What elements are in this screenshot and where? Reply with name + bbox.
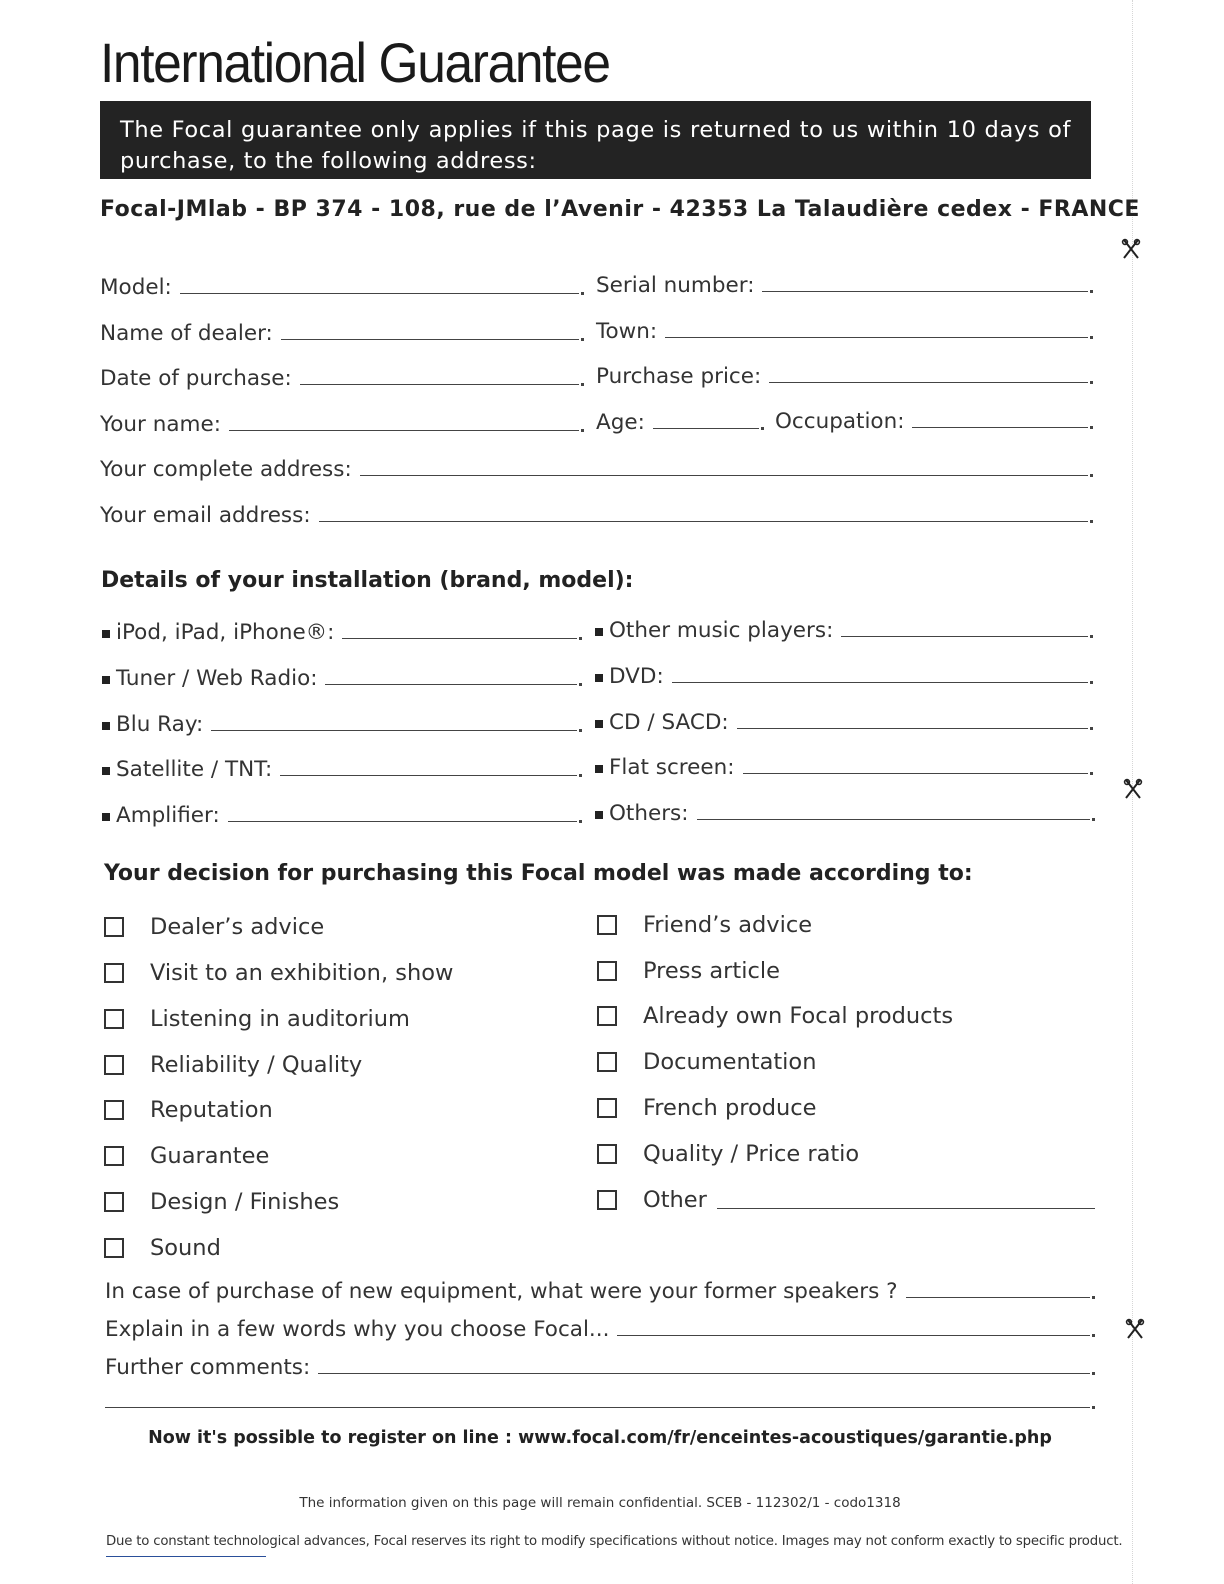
checkbox-icon[interactable] xyxy=(104,963,124,983)
why-focal-label: Explain in a few words why you choose Focal... xyxy=(105,1317,610,1342)
email-address-field[interactable] xyxy=(100,498,1093,528)
complete-address-label: Your complete address: xyxy=(100,457,352,482)
design-label: Design / Finishes xyxy=(150,1189,340,1215)
press-article-label: Press article xyxy=(643,958,780,984)
your-name-field[interactable] xyxy=(100,407,584,437)
scissors-icon xyxy=(1124,1318,1146,1340)
further-comments-input-line[interactable] xyxy=(318,1372,1090,1374)
tuner-field[interactable] xyxy=(102,661,582,691)
model-label: Model: xyxy=(100,275,172,300)
complete-address-input-line[interactable] xyxy=(360,474,1088,476)
ipod-field[interactable] xyxy=(102,615,582,645)
bluray-field[interactable] xyxy=(102,707,582,737)
bullet-icon xyxy=(595,628,603,636)
flat-screen-field[interactable] xyxy=(595,750,1093,780)
checkbox-design[interactable] xyxy=(104,1187,339,1217)
bullet-icon xyxy=(595,811,603,819)
guarantee-label: Guarantee xyxy=(150,1143,270,1169)
bullet-icon xyxy=(102,767,110,775)
dealers-advice-label: Dealer’s advice xyxy=(150,914,325,940)
checkbox-icon[interactable] xyxy=(597,1144,617,1164)
town-label: Town: xyxy=(596,319,658,344)
dvd-input-line[interactable] xyxy=(672,681,1088,683)
checkbox-icon[interactable] xyxy=(104,917,124,937)
register-online-link[interactable]: Now it's possible to register on line : www.focal.com/fr/enceintes-acoustiques/garantie.php xyxy=(148,1428,1052,1448)
bullet-icon xyxy=(102,676,110,684)
cd-sacd-input-line[interactable] xyxy=(737,727,1088,729)
further-comments-extra-line[interactable] xyxy=(105,1384,1095,1414)
your-name-label: Your name: xyxy=(100,412,221,437)
checkbox-icon[interactable] xyxy=(597,1098,617,1118)
age-label: Age: xyxy=(596,410,645,435)
tuner-label: Tuner / Web Radio: xyxy=(116,666,318,691)
former-speakers-input-line[interactable] xyxy=(906,1296,1090,1298)
others-field[interactable] xyxy=(595,796,1095,826)
occupation-label: Occupation: xyxy=(775,409,905,434)
checkbox-icon[interactable] xyxy=(104,1055,124,1075)
bluray-label: Blu Ray: xyxy=(116,712,204,737)
occupation-field[interactable] xyxy=(775,404,1093,434)
why-focal-input-line[interactable] xyxy=(617,1334,1090,1336)
checkbox-icon[interactable] xyxy=(104,1009,124,1029)
other-music-players-input-line[interactable] xyxy=(841,635,1088,637)
serial-number-field[interactable] xyxy=(596,268,1093,298)
return-address: Focal-JMlab - BP 374 - 108, rue de l’Avenir - 42353 La Talaudière cedex - FRANCE xyxy=(100,197,1140,222)
sound-label: Sound xyxy=(150,1235,221,1261)
cd-sacd-label: CD / SACD: xyxy=(609,710,729,735)
other-input-line[interactable] xyxy=(717,1208,1095,1209)
age-input-line[interactable] xyxy=(653,427,759,429)
further-comments-label: Further comments: xyxy=(105,1355,311,1380)
purchase-date-input-line[interactable] xyxy=(300,383,579,385)
town-input-line[interactable] xyxy=(665,336,1088,338)
scissors-icon xyxy=(1122,778,1144,800)
dealer-name-input-line[interactable] xyxy=(281,338,579,340)
cd-sacd-field[interactable] xyxy=(595,705,1093,735)
your-name-input-line[interactable] xyxy=(229,429,579,431)
page-title: International Guarantee xyxy=(100,31,610,94)
bullet-icon xyxy=(102,630,110,638)
checkbox-press-article[interactable] xyxy=(597,956,780,986)
flat-screen-input-line[interactable] xyxy=(743,772,1089,774)
purchase-price-field[interactable] xyxy=(596,359,1093,389)
checkbox-french-produce[interactable] xyxy=(597,1093,817,1123)
other-music-players-field[interactable] xyxy=(595,613,1093,643)
reliability-label: Reliability / Quality xyxy=(150,1052,363,1078)
confidential-note: The information given on this page will remain confidential. SCEB - 112302/1 - codo1318 xyxy=(299,1495,901,1511)
flat-screen-label: Flat screen: xyxy=(609,755,735,780)
french-produce-label: French produce xyxy=(643,1095,817,1121)
serial-number-label: Serial number: xyxy=(596,273,755,298)
checkbox-already-own[interactable] xyxy=(597,1001,953,1031)
checkbox-icon[interactable] xyxy=(597,915,617,935)
checkbox-exhibition[interactable] xyxy=(104,958,453,988)
checkbox-quality-price[interactable] xyxy=(597,1139,859,1169)
checkbox-guarantee[interactable] xyxy=(104,1141,269,1171)
further-comments-input-line-2[interactable] xyxy=(105,1406,1090,1408)
bullet-icon xyxy=(102,722,110,730)
checkbox-documentation[interactable] xyxy=(597,1047,816,1077)
model-field[interactable] xyxy=(100,270,584,300)
checkbox-reliability[interactable] xyxy=(104,1050,362,1080)
amplifier-label: Amplifier: xyxy=(116,803,220,828)
amplifier-field[interactable] xyxy=(102,798,582,828)
amplifier-input-line[interactable] xyxy=(228,820,577,822)
checkbox-reputation[interactable] xyxy=(104,1095,273,1125)
checkbox-dealers-advice[interactable] xyxy=(104,912,324,942)
guarantee-notice-banner: The Focal guarantee only applies if this page is returned to us within 10 days of purchase, to the following address: xyxy=(100,101,1091,179)
former-speakers-label: In case of purchase of new equipment, what were your former speakers ? xyxy=(105,1279,898,1304)
checkbox-icon[interactable] xyxy=(104,1146,124,1166)
already-own-label: Already own Focal products xyxy=(643,1003,954,1029)
checkbox-icon[interactable] xyxy=(104,1100,124,1120)
satellite-label: Satellite / TNT: xyxy=(116,757,273,782)
dvd-label: DVD: xyxy=(609,664,664,689)
email-address-input-line[interactable] xyxy=(319,520,1088,522)
dvd-field[interactable] xyxy=(595,659,1093,689)
satellite-field[interactable] xyxy=(102,752,582,782)
satellite-input-line[interactable] xyxy=(280,774,577,776)
purchase-date-label: Date of purchase: xyxy=(100,366,292,391)
town-field[interactable] xyxy=(596,314,1093,344)
occupation-input-line[interactable] xyxy=(912,426,1088,428)
bullet-icon xyxy=(102,813,110,821)
ipod-label: iPod, iPad, iPhone®: xyxy=(116,620,335,645)
decision-heading: Your decision for purchasing this Focal model was made according to: xyxy=(104,861,973,886)
documentation-label: Documentation xyxy=(643,1049,817,1075)
bullet-icon xyxy=(595,720,603,728)
serial-number-input-line[interactable] xyxy=(762,290,1088,292)
complete-address-field[interactable] xyxy=(100,452,1093,482)
further-comments-field[interactable] xyxy=(105,1350,1095,1380)
quality-price-label: Quality / Price ratio xyxy=(643,1141,860,1167)
bluray-input-line[interactable] xyxy=(211,729,577,731)
other-label: Other xyxy=(643,1187,707,1213)
purchase-date-field[interactable] xyxy=(100,361,584,391)
listening-label: Listening in auditorium xyxy=(150,1006,410,1032)
model-input-line[interactable] xyxy=(180,292,579,294)
email-address-label: Your email address: xyxy=(100,503,311,528)
purchase-price-label: Purchase price: xyxy=(596,364,762,389)
checkbox-sound[interactable] xyxy=(104,1233,221,1263)
purchase-price-input-line[interactable] xyxy=(769,381,1088,383)
friends-advice-label: Friend’s advice xyxy=(643,912,813,938)
dealer-name-label: Name of dealer: xyxy=(100,321,273,346)
reputation-label: Reputation xyxy=(150,1097,273,1123)
dealer-name-field[interactable] xyxy=(100,316,584,346)
checkbox-icon[interactable] xyxy=(597,1190,617,1210)
footer-underline xyxy=(106,1556,266,1557)
others-input-line[interactable] xyxy=(697,818,1091,820)
former-speakers-field[interactable] xyxy=(105,1274,1095,1304)
why-focal-field[interactable] xyxy=(105,1312,1095,1342)
ipod-input-line[interactable] xyxy=(342,637,577,639)
installation-heading: Details of your installation (brand, model): xyxy=(101,568,634,593)
scissors-icon xyxy=(1120,238,1142,260)
checkbox-icon[interactable] xyxy=(104,1238,124,1258)
checkbox-icon[interactable] xyxy=(597,1052,617,1072)
other-music-players-label: Other music players: xyxy=(609,618,834,643)
checkbox-other[interactable] xyxy=(597,1185,1095,1215)
bullet-icon xyxy=(595,765,603,773)
checkbox-icon[interactable] xyxy=(104,1192,124,1212)
checkbox-listening[interactable] xyxy=(104,1004,410,1034)
checkbox-icon[interactable] xyxy=(597,961,617,981)
checkbox-friends-advice[interactable] xyxy=(597,910,812,940)
tuner-input-line[interactable] xyxy=(325,683,577,685)
age-field[interactable] xyxy=(596,405,764,435)
checkbox-icon[interactable] xyxy=(597,1006,617,1026)
disclaimer-text: Due to constant technological advances, Focal reserves its right to modify specifications without notice. Images may not conform exactly to specific product. xyxy=(106,1534,1123,1549)
exhibition-label: Visit to an exhibition, show xyxy=(150,960,454,986)
bullet-icon xyxy=(595,674,603,682)
others-label: Others: xyxy=(609,801,689,826)
